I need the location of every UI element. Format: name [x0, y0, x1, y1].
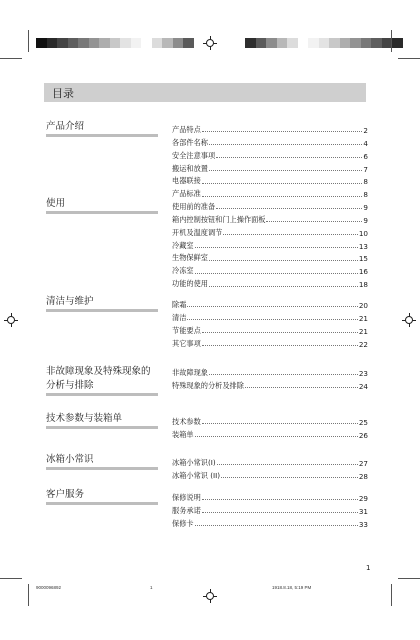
calibration-swatch [120, 38, 131, 48]
toc-entry[interactable]: 冰箱小常识(I) 27 [172, 457, 368, 468]
section-title: 技术参数与装箱单 [46, 413, 123, 424]
calibration-swatch [131, 38, 142, 48]
toc-entry[interactable]: 服务承诺 31 [172, 505, 368, 516]
calibration-swatch [99, 38, 110, 48]
registration-mark-top [203, 36, 217, 50]
calibration-swatch [162, 38, 173, 48]
footer-page: 1 [150, 585, 153, 590]
toc-header [44, 83, 366, 102]
toc-entry[interactable]: 冷冻室 16 [172, 266, 368, 277]
calibration-swatch [298, 38, 309, 48]
toc-entries [172, 490, 368, 529]
toc-entry[interactable]: 产品特点 2 [172, 124, 368, 135]
calibration-swatch [287, 38, 298, 48]
toc-entry[interactable]: 各部件名称 4 [172, 137, 368, 148]
calibration-swatch [152, 38, 163, 48]
toc-title: 目录 [52, 86, 74, 100]
toc-entries [172, 297, 368, 349]
toc-entries [172, 455, 368, 481]
toc-entry[interactable]: 使用前的准备 9 [172, 201, 368, 212]
toc-entry[interactable]: 特殊现象的分析及排除 24 [172, 380, 368, 391]
section-underline [46, 467, 158, 470]
crop-mark [28, 30, 29, 52]
toc-entry[interactable]: 产品标准 8 [172, 189, 368, 200]
calibration-strip-left [36, 38, 194, 48]
calibration-swatch [319, 38, 330, 48]
crop-mark [28, 584, 29, 606]
toc-entry[interactable]: 功能的使用 18 [172, 279, 368, 290]
section-underline [46, 426, 158, 429]
calibration-swatch [89, 38, 100, 48]
toc-entries [172, 199, 368, 289]
crop-mark [391, 584, 392, 606]
section-underline [46, 134, 158, 137]
crop-mark [391, 30, 392, 52]
calibration-swatch [57, 38, 68, 48]
section-title: 使用 [46, 198, 66, 209]
toc-entry[interactable]: 保修说明 29 [172, 492, 368, 503]
crop-mark [398, 58, 420, 59]
section-title: 冰箱小常识 [46, 454, 94, 465]
toc-entry[interactable]: 生物保鲜室 15 [172, 253, 368, 264]
calibration-swatch [308, 38, 319, 48]
toc-entry[interactable]: 电器联接 8 [172, 176, 368, 187]
calibration-swatch [256, 38, 267, 48]
crop-mark [398, 578, 420, 579]
section-underline [46, 393, 158, 396]
calibration-swatch [350, 38, 361, 48]
calibration-swatch [47, 38, 58, 48]
calibration-swatch [340, 38, 351, 48]
calibration-swatch [329, 38, 340, 48]
calibration-strip-right [245, 38, 403, 48]
toc-entry[interactable]: 冰箱小常识 (II) 28 [172, 470, 368, 481]
calibration-swatch [141, 38, 152, 48]
calibration-swatch [110, 38, 121, 48]
toc-entries [172, 365, 368, 391]
toc-entry[interactable]: 箱内控制按钮和门上操作面板 9 [172, 214, 368, 225]
section-underline [46, 309, 158, 312]
toc-entry[interactable]: 非故障现象 23 [172, 367, 368, 378]
toc-entry[interactable]: 保修卡 33 [172, 518, 368, 529]
footer-timestamp: 1918.8.18, 5:19 PM [272, 585, 312, 590]
crop-mark [0, 578, 22, 579]
section-title: 产品介绍 [46, 121, 85, 132]
calibration-swatch [277, 38, 288, 48]
registration-mark-left [4, 313, 18, 327]
registration-mark-bottom [203, 589, 217, 603]
calibration-swatch [245, 38, 256, 48]
crop-mark [0, 58, 22, 59]
toc-entry[interactable]: 装箱单 26 [172, 429, 368, 440]
calibration-swatch [68, 38, 79, 48]
page-number: 1 [366, 564, 371, 572]
toc-entry[interactable]: 冷藏室 13 [172, 240, 368, 251]
toc-entry[interactable]: 除霜 20 [172, 299, 368, 310]
section-title-line: 分析与排除 [46, 380, 94, 391]
section-title: 清洁与维护 [46, 296, 94, 307]
calibration-swatch [266, 38, 277, 48]
footer-code: 9000096892 [36, 585, 62, 590]
toc-entry[interactable]: 其它事项 22 [172, 338, 368, 349]
section-title: 客户服务 [46, 489, 85, 500]
calibration-swatch [371, 38, 382, 48]
toc-entries [172, 414, 368, 440]
section-underline [46, 502, 158, 505]
toc-entry[interactable]: 清洁 21 [172, 312, 368, 323]
calibration-swatch [183, 38, 194, 48]
toc-entry[interactable]: 节能要点 21 [172, 325, 368, 336]
calibration-swatch [78, 38, 89, 48]
toc-entry[interactable]: 技术参数 25 [172, 416, 368, 427]
toc-entries [172, 122, 368, 199]
section-underline [46, 211, 158, 214]
calibration-swatch [36, 38, 47, 48]
section-title-line: 非故障现象及特殊现象的 [46, 366, 151, 377]
section-title [46, 365, 156, 393]
toc-entry[interactable]: 搬运和放置 7 [172, 163, 368, 174]
calibration-swatch [361, 38, 372, 48]
toc-entry[interactable]: 开机及温度调节 10 [172, 227, 368, 238]
calibration-swatch [173, 38, 184, 48]
calibration-swatch [392, 38, 403, 48]
toc-entry[interactable]: 安全注意事项 6 [172, 150, 368, 161]
registration-mark-right [402, 313, 416, 327]
